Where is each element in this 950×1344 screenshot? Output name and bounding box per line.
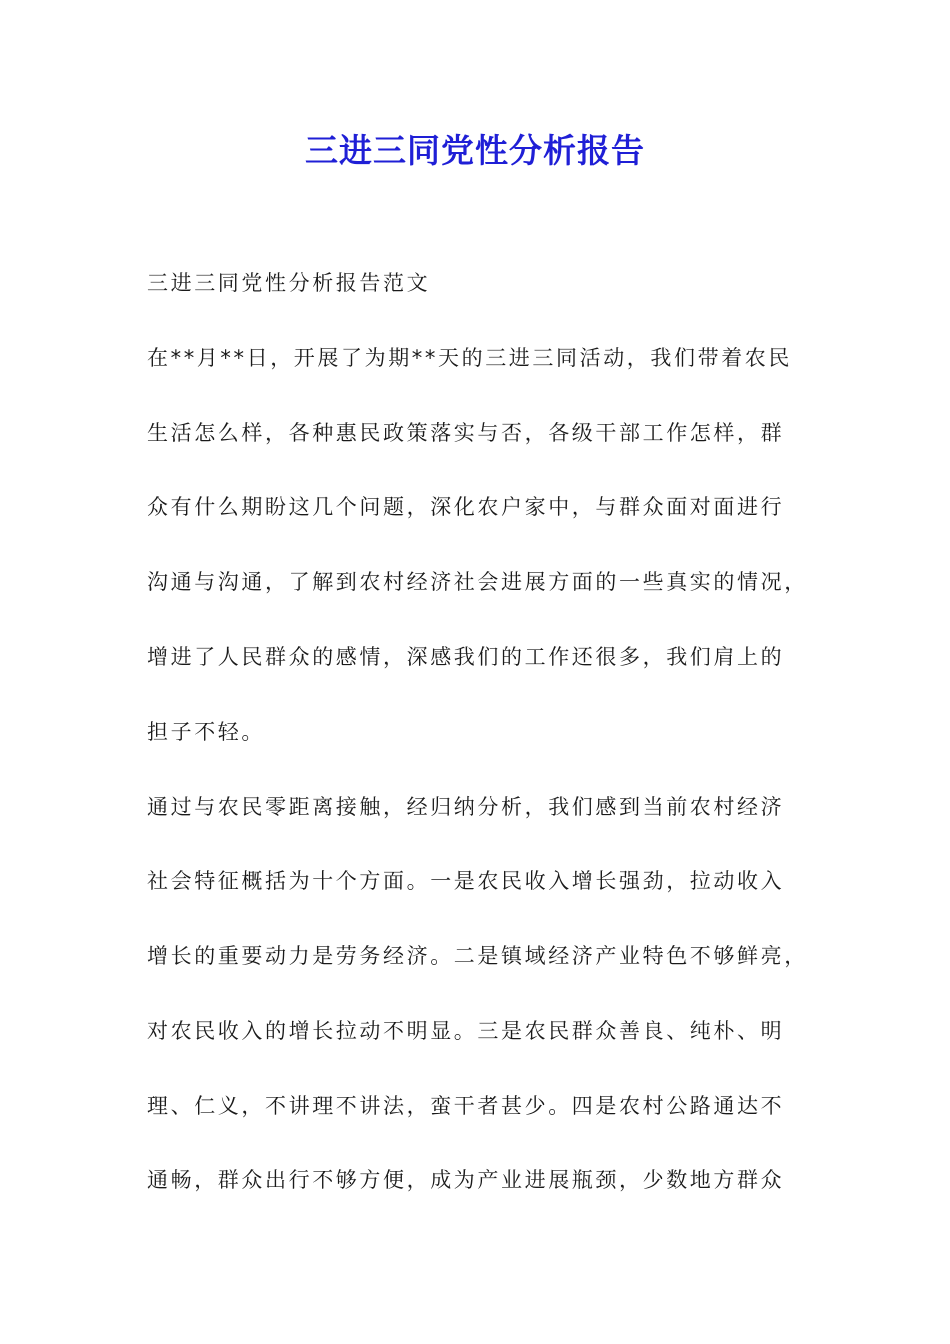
body-line: 担子不轻。 (147, 720, 265, 744)
body-line: 通过与农民零距离接触，经归纳分析，我们感到当前农村经济 (147, 795, 785, 819)
body-line: 对农民收入的增长拉动不明显。三是农民群众善良、纯朴、明 (147, 1019, 785, 1043)
body-line: 增长的重要动力是劳务经济。二是镇域经济产业特色不够鲜亮， (147, 944, 808, 968)
body-line: 沟通与沟通，了解到农村经济社会进展方面的一些真实的情况， (147, 570, 808, 594)
body-line: 在**月**日，开展了为期**天的三进三同活动，我们带着农民 (147, 346, 792, 370)
document-subtitle: 三进三同党性分析报告范文 (147, 271, 431, 295)
body-line: 通畅，群众出行不够方便，成为产业进展瓶颈，少数地方群众 (147, 1168, 785, 1192)
body-line: 社会特征概括为十个方面。一是农民收入增长强劲，拉动收入 (147, 869, 785, 893)
body-line: 增进了人民群众的感情，深感我们的工作还很多，我们肩上的 (147, 645, 785, 669)
body-line: 理、仁义，不讲理不讲法，蛮干者甚少。四是农村公路通达不 (147, 1094, 785, 1118)
body-line: 生活怎么样，各种惠民政策落实与否，各级干部工作怎样，群 (147, 421, 785, 445)
document-title: 三进三同党性分析报告 (305, 131, 645, 170)
body-line: 众有什么期盼这几个问题，深化农户家中，与群众面对面进行 (147, 495, 785, 519)
